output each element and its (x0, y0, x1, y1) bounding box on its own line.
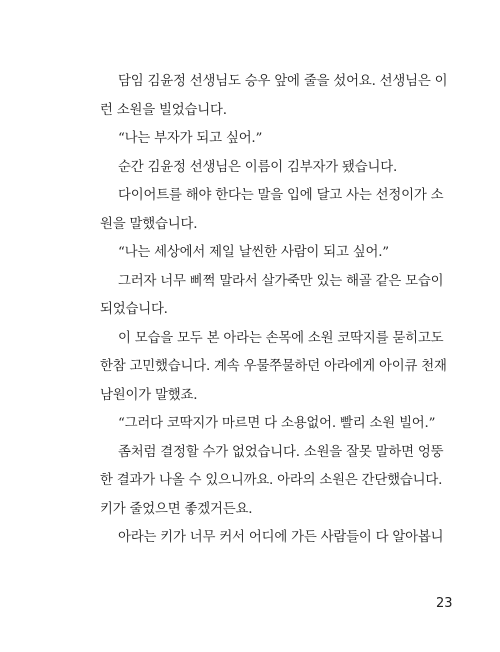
text-line: 이 모습을 모두 본 아라는 손목에 소원 코딱지를 묻히고도 (118, 330, 444, 346)
text-line: “나는 부자가 되고 싶어.” (118, 131, 263, 146)
text-line: 런 소원을 빌었습니다. (100, 102, 227, 118)
text-line: 좀처럼 결정할 수가 없었습니다. 소원을 잘못 말하면 엉뚱 (118, 444, 444, 460)
text-line: 원을 말했습니다. (100, 216, 198, 232)
text-line: 한참 고민했습니다. 계속 우물쭈물하던 아라에게 아이큐 천재 (100, 359, 447, 374)
body-text (100, 68, 448, 553)
text-line: 키가 줄었으면 좋겠거든요. (100, 501, 253, 517)
text-line: 남원이가 말했죠. (100, 387, 198, 403)
text-line: 되었습니다. (100, 302, 168, 317)
text-line: 한 결과가 나올 수 있으니까요. 아라의 소원은 간단했습니다. (100, 473, 443, 488)
text-line: 순간 김윤정 선생님은 이름이 김부자가 됐습니다. (118, 159, 398, 175)
text-line: 아라는 키가 너무 커서 어디에 가든 사람들이 다 알아봅니 (118, 530, 444, 545)
page-number: 23 (436, 596, 453, 611)
text-line: 다이어트를 해야 한다는 말을 입에 달고 사는 선정이가 소 (118, 188, 444, 203)
text-line: 담임 김윤정 선생님도 승우 앞에 줄을 섰어요. 선생님은 이 (118, 74, 448, 89)
text-line: “그러다 코딱지가 마르면 다 소용없어. 빨리 소원 빌어.” (118, 416, 436, 431)
text-line: “나는 세상에서 제일 날씬한 사람이 되고 싶어.” (118, 245, 389, 260)
text-line: 그러자 너무 삐쩍 말라서 살가죽만 있는 해골 같은 모습이 (118, 273, 444, 289)
